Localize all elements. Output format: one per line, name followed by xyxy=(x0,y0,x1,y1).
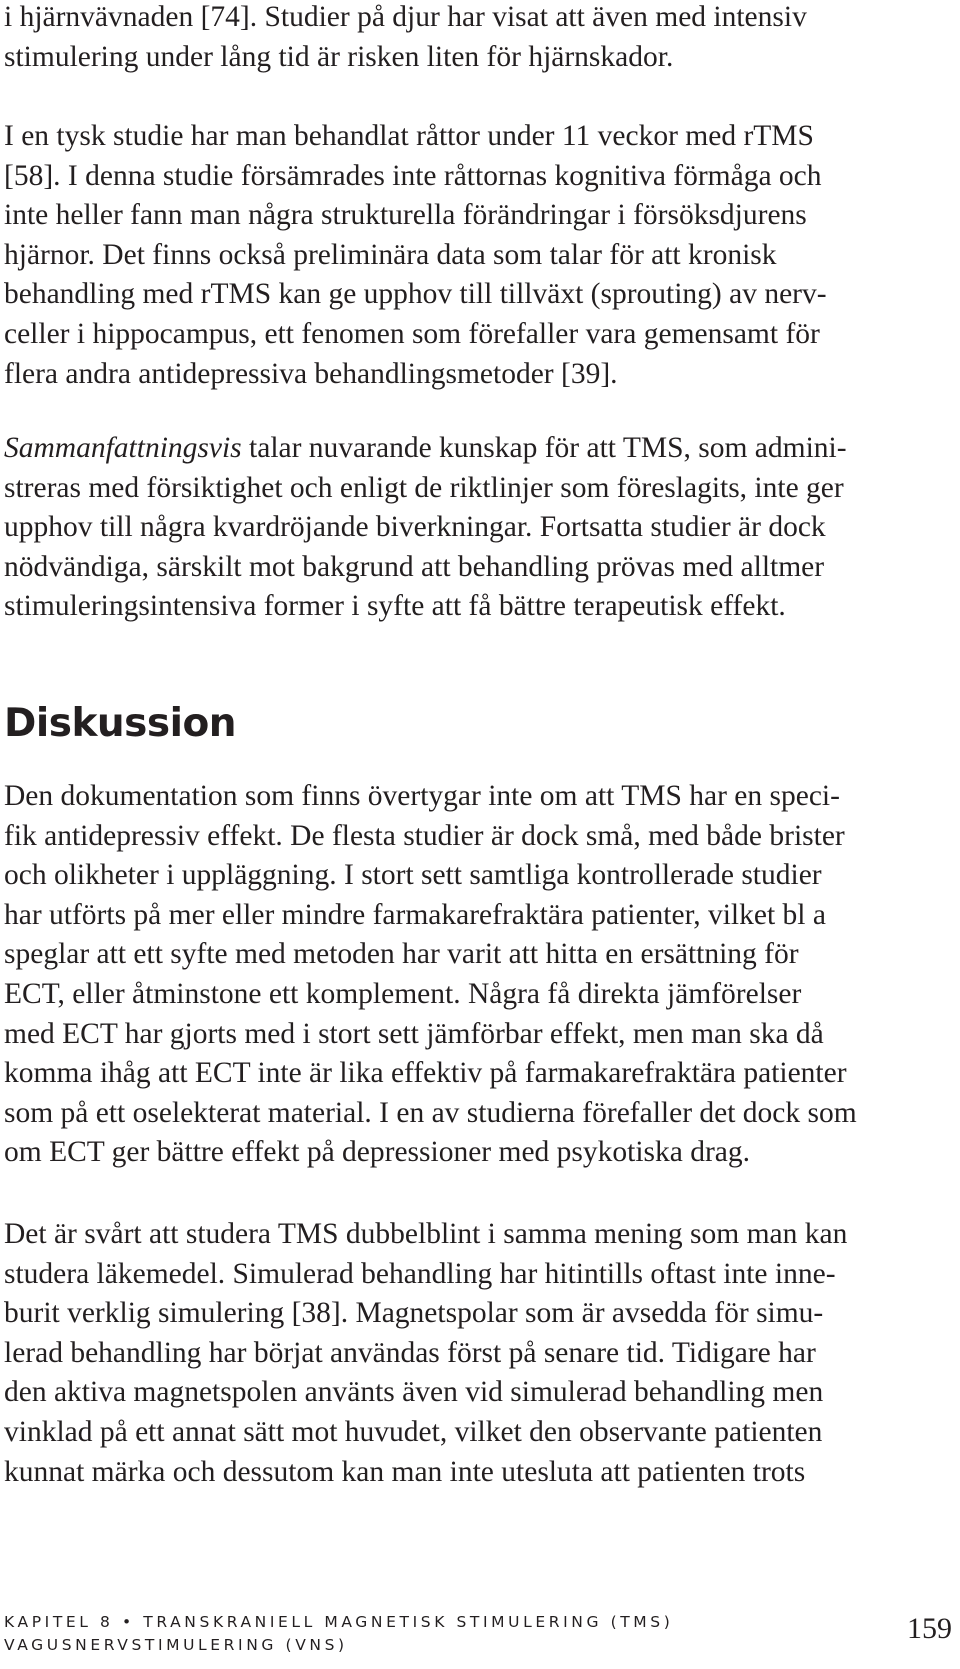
text-line: vinklad på ett annat sätt mot huvudet, vilket den observante patienten xyxy=(4,1415,823,1448)
page-number: 159 xyxy=(907,1612,952,1645)
text-line: flera andra antidepressiva behandlingsmetoder [39]. xyxy=(4,357,618,390)
text-line: hjärnor. Det finns också preliminära data som talar för att kronisk xyxy=(4,238,777,271)
text-line: ECT, eller åtminstone ett komplement. Några få direkta jämförelser xyxy=(4,977,802,1010)
text-line: stimuleringsintensiva former i syfte att få bättre terapeutisk effekt. xyxy=(4,590,786,623)
text-line: och olikheter i uppläggning. I stort sett samtliga kontrollerade studier xyxy=(4,859,822,892)
text-line: nödvändiga, särskilt mot bakgrund att behandling prövas med alltmer xyxy=(4,550,825,583)
paragraph-discussion xyxy=(4,777,857,1173)
text-line xyxy=(4,429,847,469)
text-line: inte heller fann man några strukturella förändringar i försöksdjurens xyxy=(4,199,807,232)
paragraph-german-study xyxy=(4,117,827,394)
page-footer xyxy=(4,1611,956,1669)
emphasis-text: Sammanfattningsvis xyxy=(4,432,242,464)
text-line: som på ett oselekterat material. I en av studierna förefaller det dock som xyxy=(4,1096,857,1129)
paragraph-blinding xyxy=(4,1215,847,1492)
text-line: den aktiva magnetspolen använts även vid simulerad behandling men xyxy=(4,1376,824,1409)
text-line: fik antidepressiv effekt. De flesta studier är dock små, med både brister xyxy=(4,819,845,852)
text-line: kunnat märka och dessutom kan man inte utesluta att patienten trots xyxy=(4,1455,806,1488)
text-line: i hjärnvävnaden [74]. Studier på djur har visat att även med intensiv xyxy=(4,1,807,33)
text-line: studera läkemedel. Simulerad behandling har hitintills oftast inte inne- xyxy=(4,1257,836,1290)
text-line: streras med försiktighet och enligt de riktlinjer som föreslagits, inte ger xyxy=(4,471,844,504)
paragraph-animal-studies xyxy=(4,0,807,77)
text-line: lerad behandling har börjat användas först på senare tid. Tidigare har xyxy=(4,1336,816,1369)
text-line: Den dokumentation som finns övertygar inte om att TMS har en speci- xyxy=(4,780,840,812)
text-line: komma ihåg att ECT inte är lika effektiv på farmakarefraktära patienter xyxy=(4,1057,847,1090)
chapter-title-line: KAPITEL 8 • TRANSKRANIELL MAGNETISK STIMULERING (TMS) xyxy=(4,1613,674,1631)
text-line: behandling med rTMS kan ge upphov till tillväxt (sprouting) av nerv- xyxy=(4,278,827,311)
text-line: Det är svårt att studera TMS dubbelblint i samma mening som man kan xyxy=(4,1218,848,1250)
paragraph-summary xyxy=(4,429,847,627)
text-line: med ECT har gjorts med i stort sett jämförbar effekt, men man ska då xyxy=(4,1017,824,1050)
text-line: celler i hippocampus, ett fenomen som förefaller vara gemensamt för xyxy=(4,317,820,350)
section-heading: Diskussion xyxy=(4,701,237,746)
text-line: har utförts på mer eller mindre farmakarefraktära patienter, vilket bl a xyxy=(4,898,826,931)
text-line: speglar att ett syfte med metoden har varit att hitta en ersättning för xyxy=(4,938,799,971)
text-line: om ECT ger bättre effekt på depressioner med psykotiska drag. xyxy=(4,1136,751,1169)
text-line: I en tysk studie har man behandlat råttor under 11 veckor med rTMS xyxy=(4,120,814,152)
text-line: stimulering under lång tid är risken liten för hjärnskador. xyxy=(4,40,674,73)
chapter-subtitle-line: VAGUSNERVSTIMULERING (VNS) xyxy=(4,1636,348,1654)
running-footer-chapter xyxy=(4,1611,956,1657)
text-line: burit verklig simulering [38]. Magnetspolar som är avsedda för simu- xyxy=(4,1297,824,1330)
text-line: upphov till några kvardröjande biverkningar. Fortsatta studier är dock xyxy=(4,511,826,544)
text-line: [58]. I denna studie försämrades inte råttornas kognitiva förmåga och xyxy=(4,159,822,192)
text-fragment: talar nuvarande kunskap för att TMS, som admini- xyxy=(241,432,847,464)
